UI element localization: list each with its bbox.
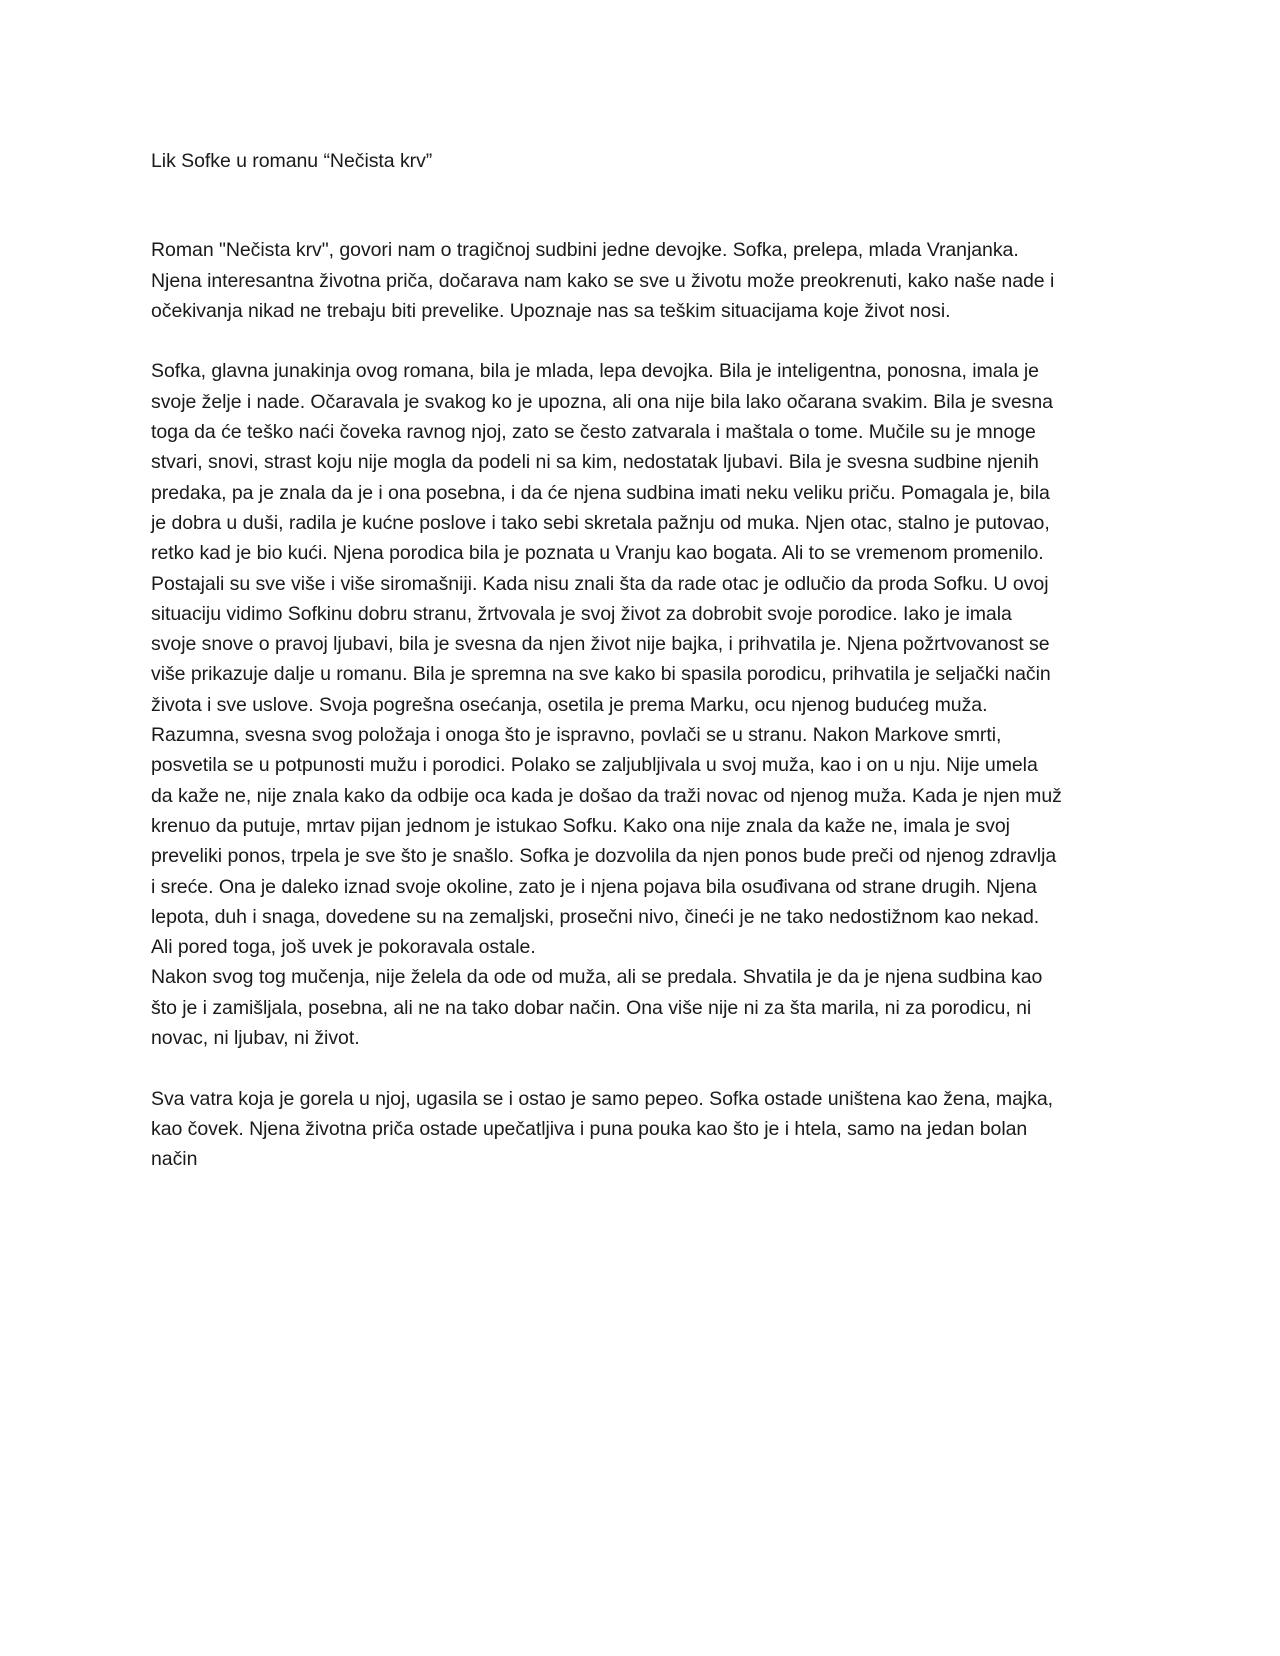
paragraph-body bbox=[151, 356, 1135, 1053]
text-line: je dobra u duši, radila je kućne poslove i tako sebi skretala pažnju od muka. Njen otac, stalno je putovao, bbox=[151, 511, 1050, 534]
text-line: Sva vatra koja je gorela u njoj, ugasila se i ostao je samo pepeo. Sofka ostade uništena kao žena, majka, bbox=[151, 1087, 1054, 1110]
text-line: i sreće. Ona je daleko iznad svoje okoline, zato je i njena pojava bila osuđivana od strane drugih. Njena bbox=[151, 875, 1037, 898]
text-line: posvetila se u potpunosti mužu i porodici. Polako se zaljubljivala u svoj muža, kao i on u nju. Nije umela bbox=[151, 754, 1038, 777]
text-line: Nakon svog tog mučenja, nije želela da ode od muža, ali se predala. Shvatila je da je njena sudbina kao bbox=[151, 966, 1043, 989]
paragraph-intro bbox=[151, 235, 1135, 326]
text-line: Sofka, glavna junakinja ovog romana, bila je mlada, lepa devojka. Bila je inteligentna, ponosna, imala je bbox=[151, 360, 1039, 383]
text-line: novac, ni ljubav, ni život. bbox=[151, 1027, 360, 1050]
text-line: života i sve uslove. Svoja pogrešna osećanja, osetila je prema Marku, ocu njenog budućeg muža. bbox=[151, 693, 988, 716]
text-line: da kaže ne, nije znala kako da odbije oca kada je došao da traži novac od njenog muža. Kada je njen muž bbox=[151, 784, 1062, 807]
text-line: Njena interesantna životna priča, dočarava nam kako se sve u životu može preokrenuti, kako naše nade i bbox=[151, 269, 1055, 292]
text-line: stvari, snovi, strast koju nije mogla da podeli ni sa kim, nedostatak ljubavi. Bila je svesna sudbine njenih bbox=[151, 451, 1039, 474]
paragraph-conclusion bbox=[151, 1084, 1135, 1175]
text-line: svoje snove o pravoj ljubavi, bila je svesna da njen život nije bajka, i prihvatila je. Njena požrtvovanost se bbox=[151, 633, 1050, 656]
text-line: krenuo da putuje, mrtav pijan jednom je istukao Sofku. Kako ona nije znala da kaže ne, imala je svoj bbox=[151, 814, 1010, 837]
text-line: Roman "Nečista krv", govori nam o tragičnoj sudbini jedne devojke. Sofka, prelepa, mlada Vranjanka. bbox=[151, 239, 1019, 262]
text-line: situaciju vidimo Sofkinu dobru stranu, žrtvovala je svoj život za dobrobit svoje porodice. Iako je imala bbox=[151, 602, 1012, 625]
text-line: način bbox=[151, 1148, 198, 1171]
paragraph-spacer bbox=[151, 326, 1135, 356]
text-line: lepota, duh i snaga, dovedene su na zemaljski, prosečni nivo, čineći je ne tako nedostižnom kao nekad. bbox=[151, 905, 1040, 928]
text-line: predaka, pa je znala da je i ona posebna, i da će njena sudbina imati neku veliku priču. Pomagala je, bila bbox=[151, 481, 1050, 504]
text-line: očekivanja nikad ne trebaju biti prevelike. Upoznaje nas sa teškim situacijama koje život nosi. bbox=[151, 299, 951, 322]
text-line: više prikazuje dalje u romanu. Bila je spremna na sve kako bi spasila porodicu, prihvatila je seljački način bbox=[151, 663, 1051, 686]
document-body bbox=[151, 146, 1135, 1175]
text-line: toga da će teško naći čoveka ravnog njoj, zato se često zatvarala i maštala o tome. Mučile su je mnoge bbox=[151, 421, 1036, 444]
text-line: Ali pored toga, još uvek je pokoravala ostale. bbox=[151, 936, 536, 959]
text-line: Postajali su sve više i više siromašniji. Kada nisu znali šta da rade otac je odlučio da proda Sofku. U ovoj bbox=[151, 572, 1049, 595]
paragraph-spacer bbox=[151, 1053, 1135, 1083]
text-line: Razumna, svesna svog položaja i onoga što je ispravno, povlači se u stranu. Nakon Markove smrti, bbox=[151, 724, 1002, 747]
text-line: kao čovek. Njena životna priča ostade upečatljiva i puna pouka kao što je i htela, samo na jedan bolan bbox=[151, 1117, 1028, 1140]
text-line: preveliki ponos, trpela je sve što je snašlo. Sofka je dozvolila da njen ponos bude preči od njenog zdravlja bbox=[151, 845, 1057, 868]
document-title: Lik Sofke u romanu “Nečista krv” bbox=[151, 150, 433, 172]
text-line: retko kad je bio kući. Njena porodica bila je poznata u Vranju kao bogata. Ali to se vremenom promenilo. bbox=[151, 542, 1044, 565]
text-line: što je i zamišljala, posebna, ali ne na tako dobar način. Ona više nije ni za šta marila, ni za porodicu, ni bbox=[151, 996, 1032, 1019]
text-line: svoje želje i nade. Očaravala je svakog ko je upozna, ali ona nije bila lako očarana svakim. Bila je svesna bbox=[151, 390, 1053, 413]
